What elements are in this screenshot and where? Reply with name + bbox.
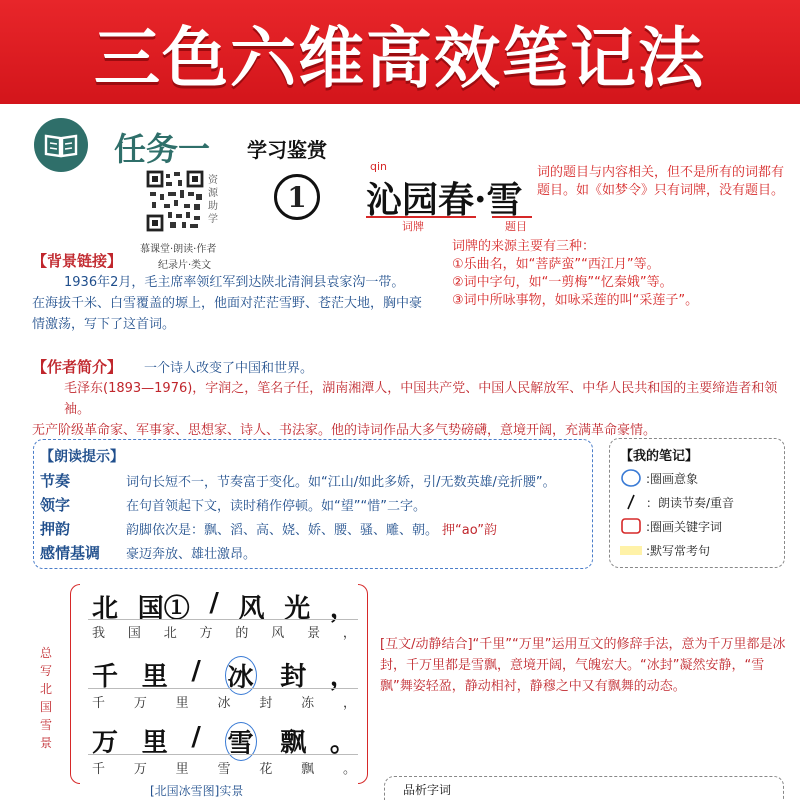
image-circled-char: 冰 — [225, 656, 257, 695]
legend-heading: 【我的笔记】 — [620, 449, 699, 464]
slash-icon — [620, 493, 642, 511]
translation-line-1 — [92, 622, 356, 641]
translation-char: 花 — [259, 762, 273, 777]
lesson-number-badge: 1 — [274, 174, 320, 220]
task-subtitle: 学习鉴赏 — [247, 138, 327, 162]
poem-char: / — [209, 588, 219, 618]
worksheet-page — [0, 104, 800, 800]
cipai-note-line: ①乐曲名，如“菩萨蛮”“西江月”等。 — [452, 257, 660, 272]
reading-key: 节奏 — [40, 472, 71, 490]
author-line: 毛泽东(1893—1976)，字润之，笔名子任，湖南湘潭人，中国共产党、中国人民解放军、中华人民共和国的主要缔造者和领袖。 — [64, 381, 778, 417]
cipai-note-line: ③词中所咏事物，如咏采莲的叫“采莲子”。 — [452, 293, 699, 308]
translation-char: 里 — [175, 696, 189, 711]
translation-char: 万 — [133, 696, 147, 711]
banner-title: 三色六维高效笔记法 — [94, 19, 706, 97]
reading-value: 韵脚依次是：飘、滔、高、娆、娇、腰、骚、雕、朝。 — [126, 523, 439, 538]
reading-heading: 【朗读提示】 — [40, 449, 124, 465]
poem-char: ， — [329, 662, 356, 692]
reading-row-rhyme — [40, 518, 497, 539]
poem-char: / — [191, 656, 201, 686]
line-rule — [88, 754, 358, 755]
highlight-icon — [620, 541, 642, 559]
poem-char: 里 — [141, 662, 168, 692]
translation-char: 雪 — [217, 762, 231, 777]
analysis-heading: 品析字词 — [399, 781, 455, 798]
reading-key: 感情基调 — [40, 544, 101, 562]
poem-char: / — [191, 722, 201, 752]
qr-side-label: 资源助学 — [208, 175, 218, 225]
scene-tag: [北国冰雪图]实景 — [150, 784, 244, 798]
background-line: 1936年2月，毛主席率领红军到达陕北清涧县袁家沟一带。 — [64, 275, 405, 290]
author-intro: 一个诗人改变了中国和世界。 — [144, 361, 314, 376]
reading-value: 词句长短不一，节奏富于变化。如“江山/如此多娇，引/无数英雄/竞折腰”。 — [126, 475, 556, 490]
line-rule — [88, 688, 358, 689]
image-circled-char: 雪 — [225, 722, 257, 761]
author-line: 无产阶级革命家、军事家、思想家、诗人、书法家。他的诗词作品大多气势磅礴，意境开阔，充满革命豪情。 — [32, 423, 657, 438]
reading-value: 在句首领起下文，读时稍作停顿。如“望”“惜”二字。 — [126, 499, 426, 514]
title-note: 词的题目与内容相关，但不是所有的词都有题目。如《如梦令》只有词牌，没有题目。 — [537, 165, 785, 198]
legend-item — [620, 517, 722, 535]
legend-item — [620, 493, 734, 511]
translation-char: 北 — [163, 626, 177, 641]
qr-caption-1: 慕课堂·朗读·作者 — [140, 244, 217, 255]
poem-char: 里 — [141, 728, 168, 758]
translation-char: 千 — [92, 762, 106, 777]
line-rule — [88, 619, 358, 620]
poem-line-2 — [92, 656, 356, 695]
poem-char: 光 — [284, 594, 311, 624]
legend-label: :默写常考句 — [646, 543, 711, 558]
translation-char: 里 — [175, 762, 189, 777]
background-line: 在海拔千米、白雪覆盖的塬上，他面对茫茫雪野、苍茫大地，胸中豪 — [32, 296, 423, 311]
translation-char: 国 — [127, 626, 141, 641]
author-text — [32, 378, 792, 441]
background-line: 情激荡，写下了这首词。 — [32, 317, 176, 332]
translation-char: 的 — [235, 626, 249, 641]
translation-char: 万 — [133, 762, 147, 777]
reading-row-lead-word — [40, 494, 426, 515]
poem-char: 万 — [92, 728, 119, 758]
qr-caption-2: 纪录片·类文 — [158, 260, 212, 271]
translation-char: 冻 — [301, 696, 315, 711]
word-analysis-box — [384, 776, 784, 800]
pinyin-annotation: qin — [370, 160, 388, 173]
translation-char: 风 — [271, 626, 285, 641]
translation-line-3 — [92, 758, 356, 777]
poem-char: 封 — [280, 662, 307, 692]
circle-icon — [620, 469, 642, 487]
legend-label: :圈画关键字词 — [646, 519, 723, 534]
translation-char: 封 — [259, 696, 273, 711]
cipai-label: 词牌 — [402, 220, 424, 233]
task-title: 任务一 — [114, 130, 211, 168]
background-text — [32, 272, 452, 335]
reading-value: 豪迈奔放、雄壮激昂。 — [126, 547, 257, 562]
translation-char: 千 — [92, 696, 106, 711]
translation-char: ， — [342, 696, 356, 711]
reading-row-rhythm — [40, 470, 556, 491]
translation-char: 景 — [307, 626, 321, 641]
translation-char: 飘 — [301, 762, 315, 777]
box-icon — [620, 517, 642, 535]
poem-left-bracket — [70, 584, 80, 784]
rhyme-note: 押“ao”韵 — [442, 523, 497, 538]
notes-legend-box — [609, 438, 785, 568]
reading-tips-box — [33, 439, 593, 569]
hu-wen-note: [互文/动静结合]“千里”“万里”运用互文的修辞手法，意为千万里都是冰封，千万里都是雪飘，意境开阔，气魄宏大。“冰封”凝然安静，“雪飘”舞姿轻盈，静动相衬，静穆之中又有飘舞的动态。 — [380, 637, 786, 694]
poem-char: 北 — [92, 594, 119, 624]
translation-char: ， — [342, 626, 356, 641]
cipai-note — [452, 238, 792, 310]
poem-right-bracket — [358, 584, 368, 784]
cipai-note-line: 词牌的来源主要有三种： — [452, 239, 596, 254]
translation-char: 。 — [342, 762, 356, 777]
poem-line-3 — [92, 722, 356, 761]
translation-line-2 — [92, 692, 356, 711]
poem-char: ， — [329, 594, 356, 624]
book-icon — [34, 118, 88, 172]
timu-label: 题目 — [505, 220, 527, 233]
poem-char: 风 — [238, 594, 265, 624]
legend-label: :圈画意象 — [646, 471, 699, 486]
legend-label: ：朗读节奏/重音 — [646, 495, 735, 510]
legend-item — [620, 469, 698, 487]
poem-side-note: 总写北国雪景 — [40, 646, 53, 750]
translation-char: 方 — [199, 626, 213, 641]
legend-item — [620, 541, 710, 559]
poem-char: 国① — [137, 594, 190, 624]
translation-char: 我 — [92, 626, 106, 641]
poem-title: 沁园春·雪 — [366, 179, 523, 221]
reading-key: 领字 — [40, 496, 71, 514]
cipai-note-line: ②词中字句，如“一剪梅”“忆秦娥”等。 — [452, 275, 673, 290]
poem-char: 千 — [92, 662, 119, 692]
reading-key: 押韵 — [40, 520, 71, 538]
top-banner — [0, 0, 800, 104]
translation-char: 冰 — [217, 696, 231, 711]
poem-char: 。 — [329, 728, 356, 758]
reading-row-tone — [40, 542, 256, 563]
qr-code-icon[interactable] — [146, 170, 204, 232]
poem-char: 飘 — [280, 728, 307, 758]
author-heading: 【作者简介】 — [32, 358, 123, 376]
background-heading: 【背景链接】 — [32, 252, 123, 270]
